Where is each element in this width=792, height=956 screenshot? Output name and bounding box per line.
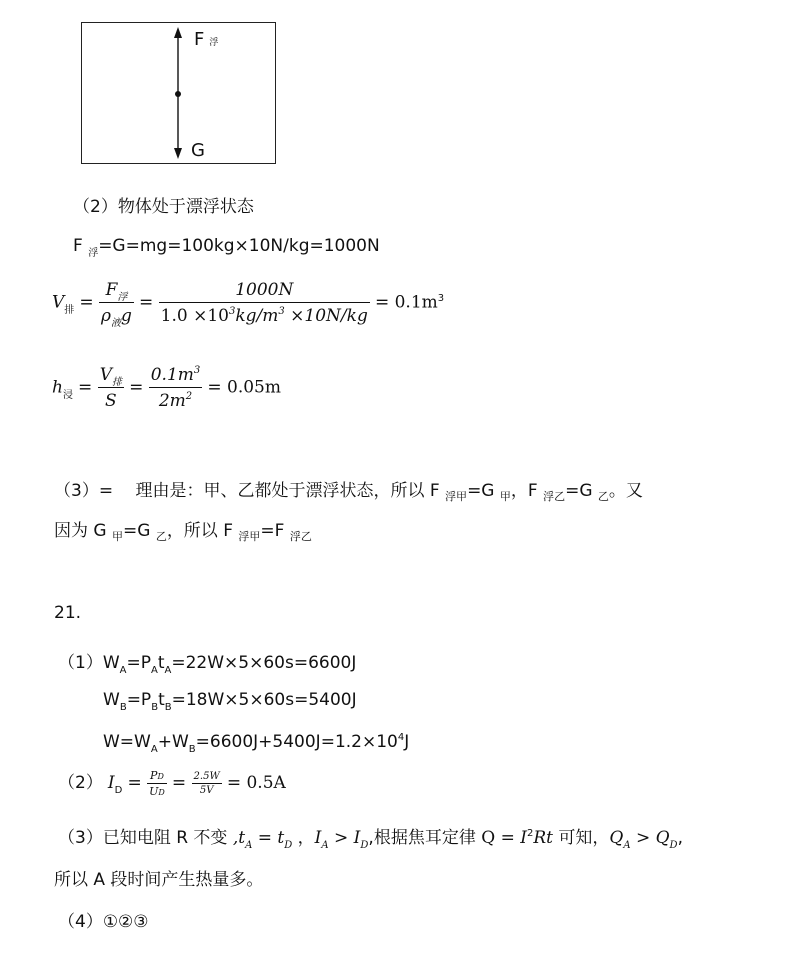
part2-heading: （2）物体处于漂浮状态 [73,197,254,217]
part2-line1: F $_浮$=G=mg=100kg×10N/kg=1000N [73,236,380,259]
q21-part4: （4）①②③ [58,912,149,932]
part3-line2: 因为 G $_甲$=G $_乙$，所以 F $_{浮甲}$=F $_{浮乙}$ [54,521,312,543]
fraction-numeric: $\frac{1000N}{1.0 \times 10^3kg/m^3 \times 10N/kg}$ [160,280,368,326]
part3-line1: （3）= 理由是：甲、乙都处于漂浮状态，所以 F $_{浮甲}$=G $_甲$，F $_{浮乙}$=G $_乙$。又 [54,481,643,503]
fraction-buoyancy: $\frac{F_浮}{\rho_液g}$ [101,280,132,329]
q21-part3-line1: （3）已知电阻 R 不变 $,t_A = t_D$ ，$I_A > I_D$,根据焦耳定律 $Q = I^2Rt$ 可知，$Q_A > Q_D$, [58,828,683,851]
arrow-up-icon [174,27,182,38]
part2-depth-equation: $h_浸$ = $\frac{V_排}{S}$ = $\frac{0.1m^3}{2m^2}$ = 0.05m [52,365,281,411]
q21-part3-line2: 所以 A 段时间产生热量多。 [54,870,264,890]
q21-part1-line1: $(1)W_A=P_At_A=22W\times 5\times 60s=6600J$ [58,653,357,676]
force-diagram [81,22,276,164]
fraction-values: $\frac{0.1m^3}{2m^2}$ [150,365,201,411]
fraction-power-voltage: $\frac{PD}{UD}$ [149,769,165,798]
q21-part1-line3: $W=W_A+W_B=6600J+5400J=1.2\times 10^4J$ [103,732,410,755]
part2-volume-equation: $V_排$ = $\frac{F_浮}{\rho_液g}$ = $\frac{1000N}{1.0 \times 10^3kg/m^3 \times 10N/kg}$ = $0.1m^3$ [52,280,445,329]
buoyancy-label: F浮 [194,29,219,50]
gravity-label: G [191,140,205,161]
force-arrows [81,22,276,164]
q21-part2: （2） $I_D$ = $\frac{PD}{UD}$ = $\frac{2.5W}{5V}$ = 0.5A [58,769,286,798]
fraction-values: $\frac{2.5W}{5V}$ [193,771,220,796]
fraction-volume-area: $\frac{V_排}{S}$ [99,365,122,411]
arrow-down-icon [174,148,182,159]
center-point [175,91,181,97]
q21-part1-line2: $W_B=P_Bt_B=18W\times 5\times 60s=5400J$ [103,690,357,713]
question-number: 21. [54,603,82,623]
